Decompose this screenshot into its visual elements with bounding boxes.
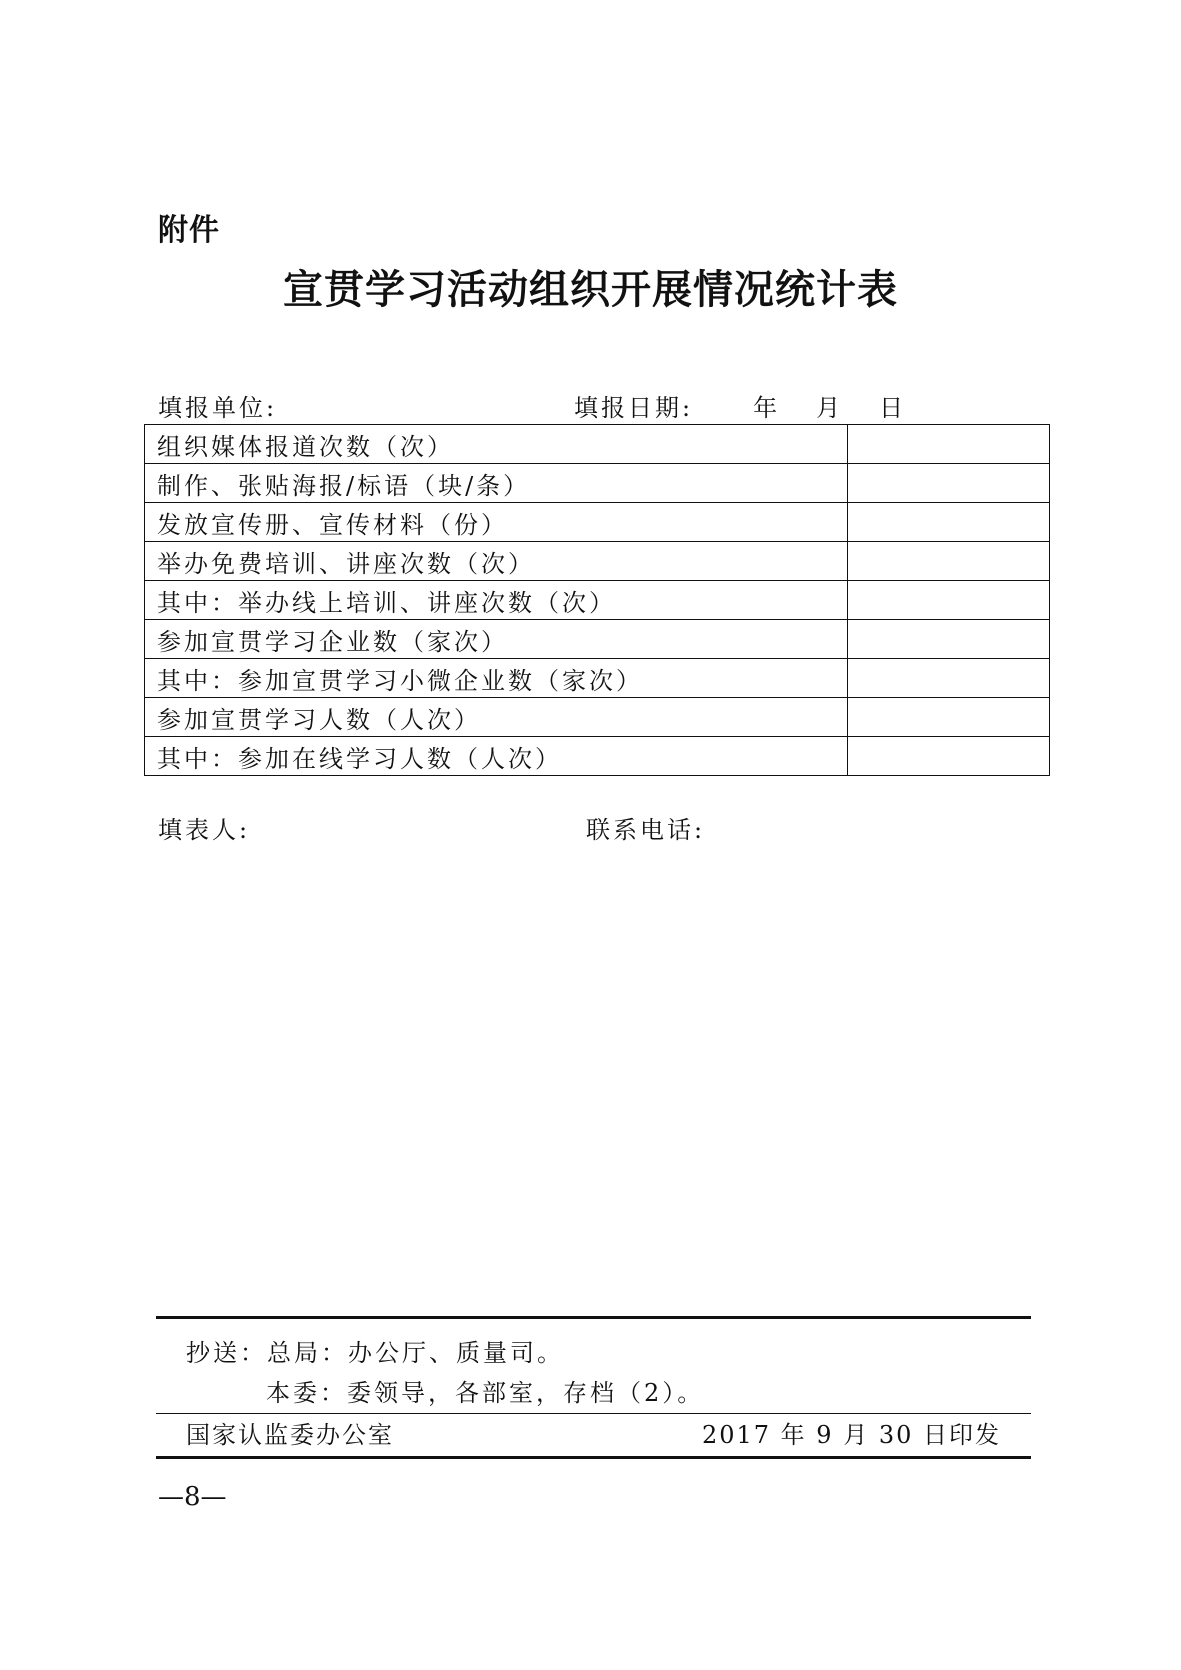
issue-line — [156, 1414, 1031, 1456]
item-cell: 其中：举办线上培训、讲座次数（次） — [145, 581, 848, 620]
item-cell: 制作、张贴海报/标语（块/条） — [145, 464, 848, 503]
value-cell[interactable] — [848, 698, 1050, 737]
attachment-label: 附件 — [158, 213, 220, 248]
value-cell[interactable] — [848, 542, 1050, 581]
item-cell: 参加宣贯学习人数（人次） — [145, 698, 848, 737]
table-row — [145, 464, 1050, 503]
cc-line-internal: 本委：委领导，各部室，存档（2）。 — [266, 1379, 705, 1407]
item-cell: 举办免费培训、讲座次数（次） — [145, 542, 848, 581]
table-row — [145, 425, 1050, 464]
distribution-block — [156, 1316, 1031, 1459]
table-row — [145, 737, 1050, 776]
value-cell[interactable] — [848, 620, 1050, 659]
fill-date-line — [574, 388, 906, 423]
item-cell: 发放宣传册、宣传材料（份） — [145, 503, 848, 542]
statistics-table — [144, 424, 1050, 776]
value-cell[interactable] — [848, 503, 1050, 542]
item-cell: 其中：参加宣贯学习小微企业数（家次） — [145, 659, 848, 698]
value-cell[interactable] — [848, 581, 1050, 620]
value-cell[interactable] — [848, 737, 1050, 776]
form-title: 宣贯学习活动组织开展情况统计表 — [283, 266, 898, 313]
issue-date: 2017 年 9 月 30 日印发 — [701, 1421, 1001, 1449]
fill-date-label: 填报日期: — [574, 394, 694, 422]
filler-label: 填表人: — [158, 816, 251, 844]
month-label: 月 — [816, 394, 844, 422]
bottom-rule — [156, 1456, 1031, 1459]
page-number: —8— — [158, 1482, 227, 1512]
value-cell[interactable] — [848, 659, 1050, 698]
table-row — [145, 620, 1050, 659]
item-cell: 组织媒体报道次数（次） — [145, 425, 848, 464]
issuer-name: 国家认监委办公室 — [186, 1421, 394, 1449]
table-row — [145, 698, 1050, 737]
value-cell[interactable] — [848, 425, 1050, 464]
table-row — [145, 542, 1050, 581]
day-label: 日 — [879, 394, 907, 422]
top-rule — [156, 1316, 1031, 1319]
value-cell[interactable] — [848, 464, 1050, 503]
cc-line-general: 抄送：总局：办公厅、质量司。 — [186, 1339, 564, 1367]
table-row — [145, 503, 1050, 542]
fill-unit-label: 填报单位: — [158, 394, 278, 422]
phone-label: 联系电话: — [586, 816, 706, 844]
table-row — [145, 659, 1050, 698]
item-cell: 其中：参加在线学习人数（人次） — [145, 737, 848, 776]
year-label: 年 — [753, 394, 781, 422]
item-cell: 参加宣贯学习企业数（家次） — [145, 620, 848, 659]
table-row — [145, 581, 1050, 620]
